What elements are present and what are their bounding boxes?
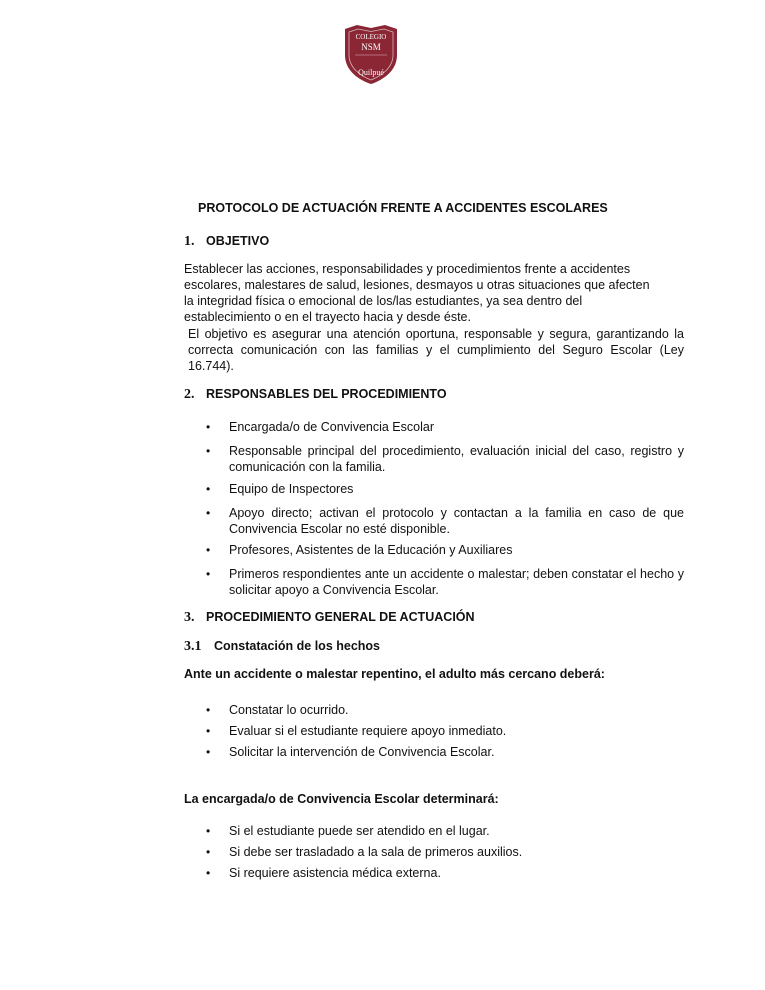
section-1-heading — [184, 234, 269, 250]
bullet-glyph: • — [206, 444, 211, 458]
objective-paragraph-1 — [184, 261, 684, 325]
objective-paragraph-2: El objetivo es asegurar una atención oportuna, responsable y segura, garantizando la correcta comunicación con las familias y el cumplimiento del Seguro Escolar (Ley 16.744). — [188, 327, 684, 373]
lead-text-adult: Ante un accidente o malestar repentino, el adulto más cercano deberá: — [184, 667, 605, 681]
bullet-glyph: • — [206, 724, 211, 738]
list-item-text: Constatar lo ocurrido. — [229, 703, 349, 717]
list-item — [206, 844, 684, 860]
section-1-number: 1. — [184, 234, 195, 249]
subsection-3-1-number: 3.1 — [184, 639, 202, 654]
bullet-glyph: • — [206, 703, 211, 717]
bullet-glyph: • — [206, 745, 211, 759]
objective-line: la integridad física o emocional de los/las estudiantes, ya sea dentro del — [184, 294, 583, 308]
svg-text:COLEGIO: COLEGIO — [355, 33, 387, 41]
bullet-glyph: • — [206, 420, 211, 434]
list-item — [206, 744, 684, 760]
section-3-title: PROCEDIMIENTO GENERAL DE ACTUACIÓN — [206, 610, 475, 624]
svg-text:Quilpué: Quilpué — [358, 68, 384, 77]
list-item-text: Equipo de Inspectores — [229, 482, 354, 496]
list-item — [206, 823, 684, 839]
section-2-title: RESPONSABLES DEL PROCEDIMIENTO — [206, 387, 447, 401]
bullet-glyph: • — [206, 567, 211, 581]
list-item-text: Evaluar si el estudiante requiere apoyo inmediato. — [229, 724, 507, 738]
section-3-number: 3. — [184, 610, 195, 625]
bullet-glyph: • — [206, 866, 211, 880]
bullet-glyph: • — [206, 482, 211, 496]
section-3-heading — [184, 610, 475, 626]
section-1-title: OBJETIVO — [206, 234, 270, 248]
list-item — [206, 566, 684, 598]
bullet-glyph: • — [206, 506, 211, 520]
list-item — [206, 481, 684, 497]
bullet-glyph: • — [206, 845, 211, 859]
subsection-3-1-title: Constatación de los hechos — [214, 639, 381, 653]
objective-line: Establecer las acciones, responsabilidades y procedimientos frente a accidentes — [184, 262, 631, 276]
list-item-text: Primeros respondientes ante un accidente o malestar; deben constatar el hecho y solicitar apoyo a Convivencia Escolar. — [229, 567, 684, 597]
objective-line: establecimiento o en el trayecto hacia y desde éste. — [184, 310, 471, 324]
list-item — [206, 419, 684, 435]
list-item — [206, 702, 684, 718]
list-item-text: Apoyo directo; activan el protocolo y contactan a la familia en caso de que Convivencia Escolar no esté disponible. — [229, 506, 684, 536]
lead-text-convivencia: La encargada/o de Convivencia Escolar determinará: — [184, 792, 499, 806]
list-item-text: Si el estudiante puede ser atendido en el lugar. — [229, 824, 490, 838]
list-item-text: Si requiere asistencia médica externa. — [229, 866, 441, 880]
section-2-number: 2. — [184, 387, 195, 402]
list-item-text: Profesores, Asistentes de la Educación y Auxiliares — [229, 543, 513, 557]
list-item — [206, 443, 684, 475]
subsection-3-1-heading — [184, 639, 380, 655]
list-item — [206, 723, 684, 739]
list-item-text: Responsable principal del procedimiento, evaluación inicial del caso, registro y comunicación con la familia. — [229, 444, 684, 474]
list-item — [206, 505, 684, 537]
bullet-glyph: • — [206, 824, 211, 838]
list-item-text: Solicitar la intervención de Convivencia Escolar. — [229, 745, 495, 759]
list-item — [206, 542, 684, 558]
list-item-text: Encargada/o de Convivencia Escolar — [229, 420, 434, 434]
document-title: PROTOCOLO DE ACTUACIÓN FRENTE A ACCIDENTES ESCOLARES — [198, 201, 608, 215]
school-crest-logo — [343, 25, 399, 85]
objective-line: escolares, malestares de salud, lesiones, desmayos u otras situaciones que afecten — [184, 278, 650, 292]
bullet-glyph: • — [206, 543, 211, 557]
section-2-heading — [184, 387, 447, 403]
list-item-text: Si debe ser trasladado a la sala de primeros auxilios. — [229, 845, 523, 859]
svg-text:NSM: NSM — [361, 42, 381, 52]
list-item — [206, 865, 684, 881]
